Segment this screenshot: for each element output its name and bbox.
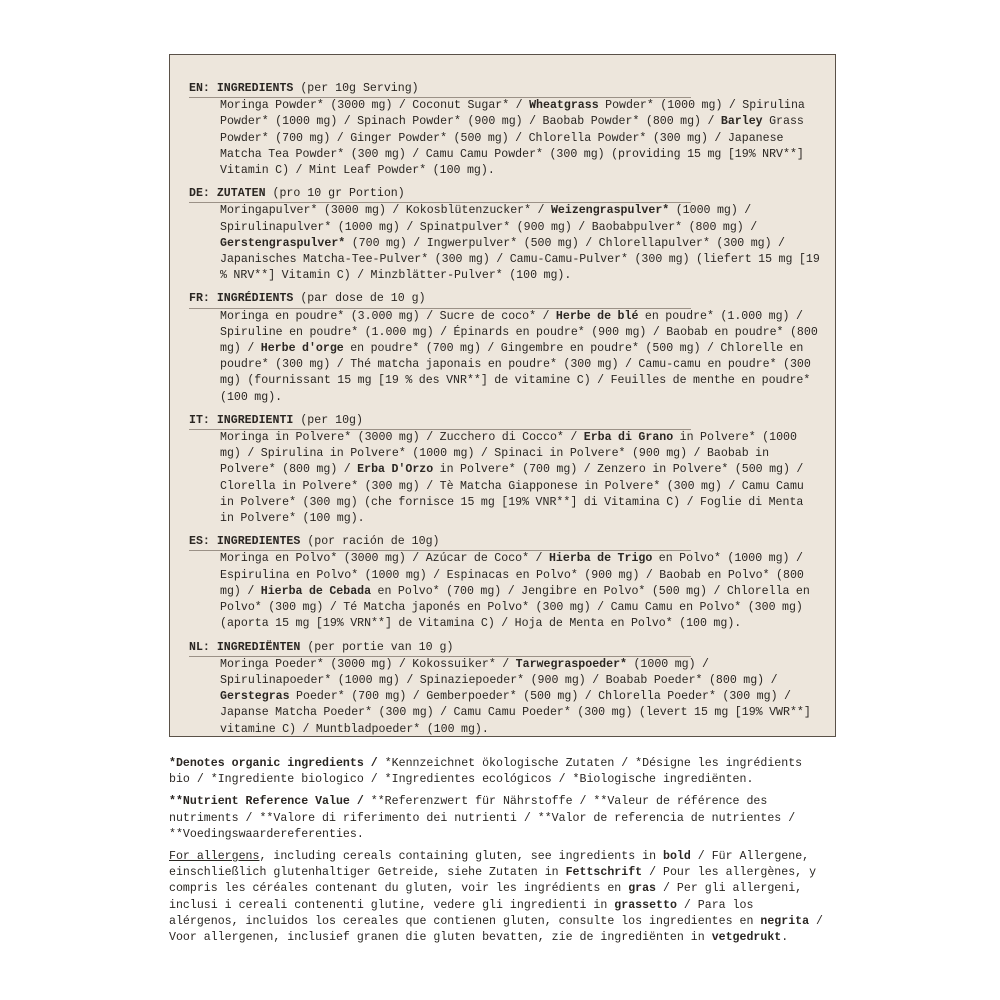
text-fragment: / Für Allergene, einschließlich glutenhaltiger Getreide, siehe Zutaten in <box>169 850 810 880</box>
text-fragment: en poudre* (1.000 mg) / Spiruline en poudre* (1.000 mg) / Épinards en poudre* (900 mg) / Baobab en poudre* (800 mg) / <box>220 309 818 356</box>
bold-allergen-text: Wheatgrass <box>529 99 599 113</box>
section-heading <box>189 186 691 203</box>
serving-size: (per 10g) <box>300 413 363 427</box>
serving-size: (por ración de 10g) <box>307 535 440 549</box>
text-fragment: en poudre* (700 mg) / Gingembre en poudre* (500 mg) / Chlorelle en poudre* (300 mg) / Thé matcha japonais en poudre* (300 mg) / Camu-camu en poudre* (300 mg) (fournissant 15 mg [19 % des VNR**] de vitamine C) / Feuilles de menthe en poudre* (100 mg). <box>220 342 811 404</box>
text-fragment: en Polvo* (1000 mg) / Espirulina en Polvo* (1000 mg) / Espinacas en Polvo* (900 mg) / Baobab en Polvo* (800 mg) / <box>220 552 804 598</box>
bold-allergen-text: *Denotes organic ingredients / <box>169 757 378 770</box>
ingredient-section-nl <box>189 637 821 738</box>
bold-allergen-text: Erba D'Orzo <box>357 463 434 477</box>
ingredient-list <box>220 203 821 284</box>
text-fragment: / Per gli allergeni, inclusi i cereali contenenti glutine, vedere gli ingredienti in <box>169 882 803 912</box>
text-fragment: Moringa in Polvere* (3000 mg) / Zucchero di Cocco* / <box>220 431 584 445</box>
ingredient-list <box>220 657 821 738</box>
ingredient-section-fr <box>189 288 821 405</box>
ingredients-panel <box>169 54 836 737</box>
text-fragment: en Polvo* (700 mg) / Jengibre en Polvo* (500 mg) / Chlorella en Polvo* (300 mg) / Té Matcha japonés en Polvo* (300 mg) / Camu Camu en Polvo* (300 mg) (aporta 15 mg [19% VRN**] de Vitamina C) / Hoja de Menta en Polvo* (100 mg). <box>220 584 810 631</box>
language-code: EN: <box>189 82 210 95</box>
serving-size: (par dose de 10 g) <box>300 292 426 306</box>
ingredient-list <box>220 98 821 179</box>
section-heading <box>189 534 691 551</box>
text-fragment: Moringa en Polvo* (3000 mg) / Azúcar de Coco* / <box>220 552 549 566</box>
bold-allergen-text: Fettschrift <box>565 866 643 880</box>
footnotes <box>169 756 829 952</box>
section-title: ZUTATEN <box>216 187 266 201</box>
bold-allergen-text: bold <box>662 850 691 864</box>
text-fragment: , including cereals containing gluten, see ingredients in <box>259 850 663 864</box>
footnote <box>169 756 829 788</box>
text-fragment: **Referenzwert für Nährstoffe / **Valeur de référence des nutriments / **Valore di riferimento dei nutrienti / **Valor de referencia de nutrientes / **Voedingswaardereferenties. <box>169 795 796 841</box>
section-title: INGREDIËNTEN <box>216 640 301 654</box>
bold-allergen-text: Barley <box>720 115 763 129</box>
section-heading <box>189 640 691 657</box>
section-heading <box>189 291 691 308</box>
language-code: FR: <box>189 292 210 306</box>
text-fragment: / Para los alérgenos, incluidos los cereales que contienen gluten, consulte los ingredientes en <box>169 898 761 928</box>
serving-size: (per 10g Serving) <box>300 82 419 95</box>
section-title: INGREDIENTES <box>216 535 301 549</box>
bold-allergen-text: Weizengraspulver* <box>550 204 670 218</box>
section-heading <box>189 413 691 430</box>
bold-allergen-text: negrita <box>760 914 810 928</box>
text-fragment: Moringa Powder* (3000 mg) / Coconut Sugar* / <box>220 99 530 113</box>
text-fragment: (1000 mg) / Spirulinapulver* (1000 mg) / Spinatpulver* (900 mg) / Baobabpulver* (800 mg) / <box>220 204 758 234</box>
ingredient-section-es <box>189 531 821 632</box>
bold-allergen-text: Tarwegraspoeder* <box>515 657 627 671</box>
text-fragment: in Polvere* (1000 mg) / Spirulina in Polvere* (1000 mg) / Spinaci in Polvere* (900 mg) / Baobab in Polvere* (800 mg) / <box>220 431 797 477</box>
ingredient-list <box>220 551 821 632</box>
bold-allergen-text: Gerstegras <box>220 690 290 704</box>
text-fragment: . <box>781 931 789 945</box>
text-fragment: Moringa en poudre* (3.000 mg) / Sucre de coco* / <box>220 309 556 323</box>
section-heading <box>189 81 691 98</box>
text-fragment: Moringapulver* (3000 mg) / Kokosblütenzucker* / <box>220 204 551 218</box>
bold-allergen-text: vetgedrukt <box>711 931 782 945</box>
bold-allergen-text: Hierba de Trigo <box>548 552 653 566</box>
section-title: INGRÉDIENTS <box>216 292 294 306</box>
bold-allergen-text: Gerstengraspulver* <box>220 236 346 250</box>
language-code: ES: <box>189 535 210 549</box>
ingredient-section-en <box>189 78 821 179</box>
text-fragment: Grass Powder* (700 mg) / Ginger Powder* (500 mg) / Chlorella Powder* (300 mg) / Japanese Matcha Tea Powder* (300 mg) / Camu Camu Powder* (300 mg) (providing 15 mg [19% NRV**] Vitamin C) / Mint Leaf Powder* (100 mg). <box>220 115 804 178</box>
text-fragment: Poeder* (700 mg) / Gemberpoeder* (500 mg) / Chlorella Poeder* (300 mg) / Japanse Matcha Poeder* (300 mg) / Camu Camu Poeder* (300 mg) (levert 15 mg [19% VWR**] vitamine C) / Muntbladpoeder* (100 mg). <box>220 690 811 736</box>
bold-allergen-text: Herbe de blé <box>555 309 639 323</box>
text-fragment: / Voor allergenen, inclusief granen die gluten bevatten, zie de ingrediënten in <box>169 914 824 945</box>
language-code: NL: <box>189 640 210 654</box>
text-fragment: (700 mg) / Ingwerpulver* (500 mg) / Chlorellapulver* (300 mg) / Japanisches Matcha-Tee-Pulver* (300 mg) / Camu-Camu-Pulver* (300 mg) (liefert 15 mg [19 % NRV**] Vitamin C) / Minzblätter-Pulver* (100 mg). <box>220 236 820 283</box>
ingredient-list <box>220 430 821 527</box>
language-code: DE: <box>189 187 210 201</box>
footnote <box>169 849 829 946</box>
section-title: INGREDIENTI <box>216 413 294 427</box>
serving-size: (per portie van 10 g) <box>307 640 454 654</box>
text-fragment: in Polvere* (700 mg) / Zenzero in Polvere* (500 mg) / Clorella in Polvere* (300 mg) / Tè Matcha Giapponese in Polvere* (300 mg) / Camu Camu in Polvere* (300 mg) (che fornisce 15 mg [19% VNR**] di Vitamina C) / Foglie di Menta in Polvere* (100 mg). <box>220 463 804 526</box>
underlined-text: For allergens <box>169 850 260 864</box>
ingredient-section-de <box>189 183 821 284</box>
section-title: INGREDIENTS <box>216 82 294 95</box>
text-fragment: *Kennzeichnet ökologische Zutaten / *Désigne les ingrédients bio / *Ingrediente biologico / *Ingredientes ecológicos / *Biologische ingrediënten. <box>169 757 803 787</box>
bold-allergen-text: **Nutrient Reference Value / <box>169 795 364 809</box>
ingredient-section-it <box>189 410 821 527</box>
text-fragment: / Pour les allergènes, y compris les céréales contenant du gluten, voir les ingrédients en <box>169 866 817 896</box>
text-fragment: Powder* (1000 mg) / Spirulina Powder* (1000 mg) / Spinach Powder* (900 mg) / Baobab Powder* (800 mg) / <box>220 99 805 129</box>
text-fragment: Moringa Poeder* (3000 mg) / Kokossuiker* / <box>220 657 516 671</box>
bold-allergen-text: grassetto <box>614 898 677 912</box>
bold-allergen-text: Hierba de Cebada <box>260 584 372 598</box>
ingredient-list <box>220 309 821 406</box>
serving-size: (pro 10 gr Portion) <box>272 187 405 201</box>
language-code: IT: <box>189 413 210 427</box>
bold-allergen-text: Erba di Grano <box>583 431 674 445</box>
bold-allergen-text: gras <box>628 882 657 896</box>
footnote <box>169 794 829 843</box>
text-fragment: (1000 mg) / Spirulinapoeder* (1000 mg) / Spinaziepoeder* (900 mg) / Boabab Poeder* (800 mg) / <box>220 657 778 687</box>
bold-allergen-text: Herbe d'orge <box>260 342 344 356</box>
